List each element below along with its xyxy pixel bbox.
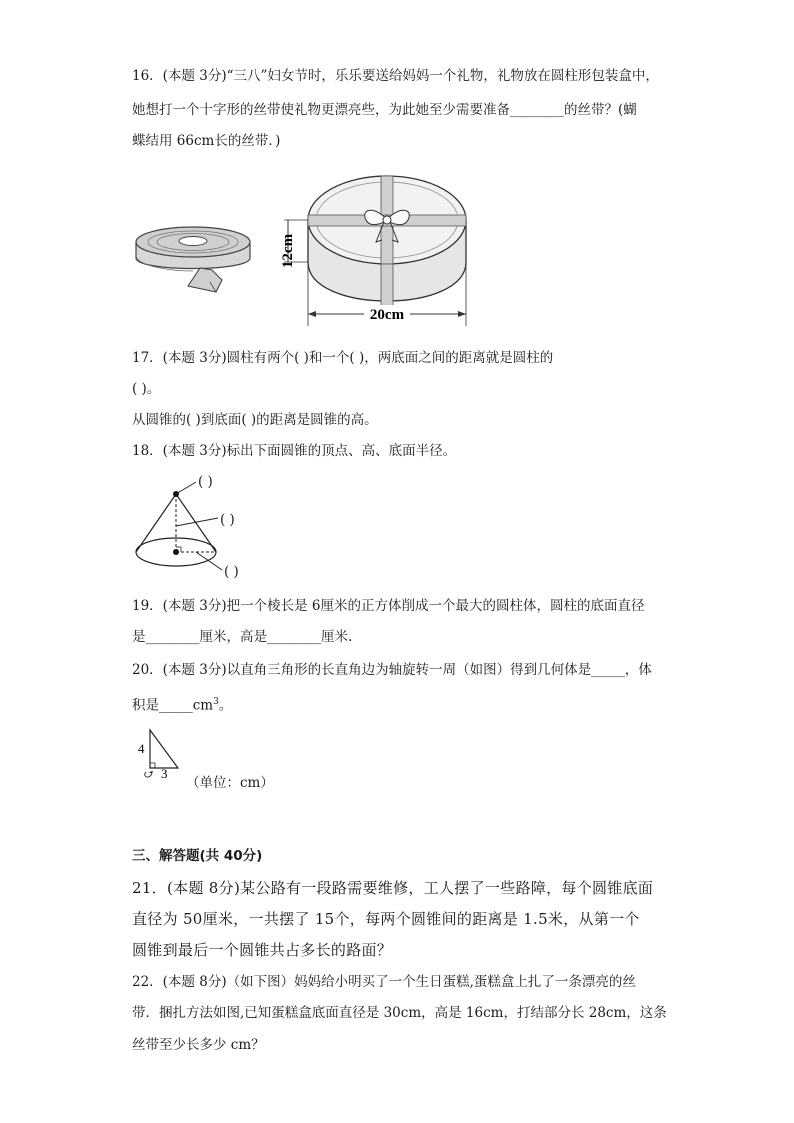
q21-line-1: 21．(本题 8分)某公路有一段路需要维修，工人摆了一些路障，每个圆锥底面 [132,879,654,897]
q22-line-2: 带．捆扎方法如图,已知蛋糕盒底面直径是 30cm，高是 16cm，打结部分长 28cm，这条 [132,1005,667,1021]
cone-figure [130,474,300,584]
section-title: 三、解答题(共 40分) [132,848,263,864]
q17-line-1: 17．(本题 3分)圆柱有两个( )和一个( )，两底面之间的距离就是圆柱的 [132,350,554,366]
height-label: 12cm [280,233,296,269]
cone-height-blank: ( ) [220,512,235,528]
q20-line-2 [132,692,232,716]
q17-line-2: ( )。 [132,381,161,397]
cone-radius-blank: ( ) [224,564,239,580]
q16-line-3: 蝶结用 66cm长的丝带．) [132,133,281,149]
q20-line-1: 20．(本题 3分)以直角三角形的长直角边为轴旋转一周（如图）得到几何体是_____，体 [132,662,652,678]
q19-line-1: 19．(本题 3分)把一个棱长是 6厘米的正方体削成一个最大的圆柱体，圆柱的底面直径 [132,598,645,614]
q20-volume-prefix: 积是_____cm [132,697,214,714]
q16-line-2: 她想打一个十字形的丝带使礼物更漂亮些，为此她至少需要准备________的丝带？(蝴 [132,102,637,118]
gift-box-figure [280,166,480,332]
diameter-label: 20cm [369,307,405,323]
cubic-superscript: 3 [213,697,219,707]
triangle-base-label: 3 [161,766,168,781]
q22-line-1: 22．(本题 8分)（如下图）妈妈给小明买了一个生日蛋糕,蛋糕盒上扎了一条漂亮的丝 [132,974,636,990]
ribbon-roll-figure [130,210,260,300]
q16-line-1: 16．(本题 3分)“三八”妇女节时，乐乐要送给妈妈一个礼物，礼物放在圆柱形包装盒中， [132,68,659,84]
q22-line-3: 丝带至少长多少 cm？ [132,1037,265,1053]
q20-period: 。 [218,697,233,714]
unit-note: （单位：cm） [186,775,274,791]
triangle-side-label: 4 [138,741,145,756]
q18-line-1: 18．(本题 3分)标出下面圆锥的顶点、高、底面半径。 [132,443,457,459]
q21-line-2: 直径为 50厘米，一共摆了 15个，每两个圆锥间的距离是 1.5米，从第一个 [132,910,640,928]
q17-line-3: 从圆锥的( )到底面( )的距离是圆锥的高。 [132,412,378,428]
q19-line-2: 是________厘米，高是________厘米. [132,629,353,645]
q21-line-3: 圆锥到最后一个圆锥共占多长的路面？ [132,941,393,959]
cone-vertex-blank: ( ) [198,474,213,490]
